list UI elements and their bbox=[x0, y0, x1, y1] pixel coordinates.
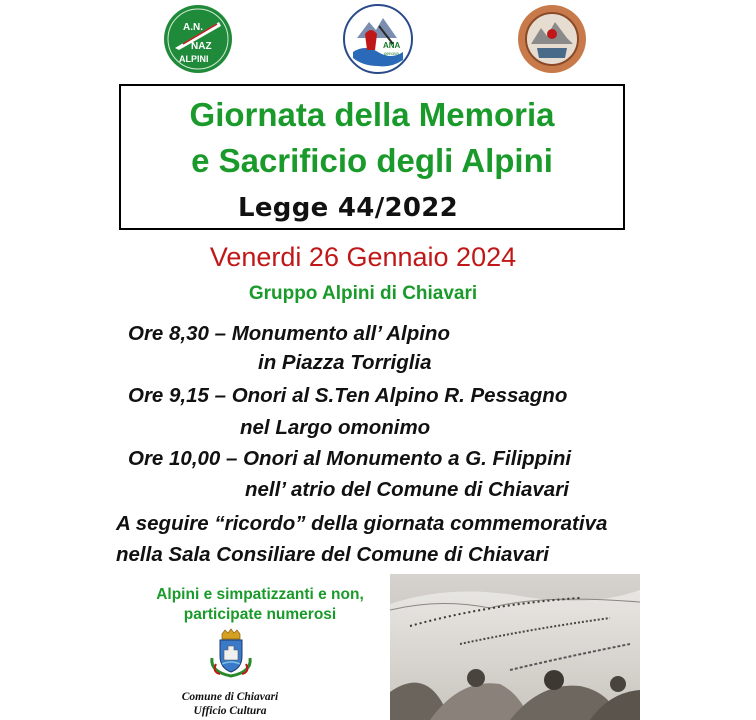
invitation-line-1: Alpini e simpatizzanti e non, bbox=[156, 586, 364, 603]
svg-text:genova: genova bbox=[384, 51, 399, 56]
program-item-1-place: in Piazza Torriglia bbox=[258, 351, 432, 374]
program-item-2-time: Ore 9,15 – Onori al S.Ten Alpino R. Pessagno bbox=[128, 384, 568, 407]
svg-text:ALPINI: ALPINI bbox=[179, 54, 209, 64]
program-item-2-place: nel Largo omonimo bbox=[240, 416, 431, 439]
historical-alpini-photo bbox=[390, 574, 640, 720]
svg-text:ANA: ANA bbox=[383, 41, 401, 50]
svg-text:NAZ: NAZ bbox=[191, 41, 212, 52]
ana-alpini-badge-logo bbox=[163, 4, 233, 74]
organizer: Gruppo Alpini di Chiavari bbox=[248, 283, 478, 304]
program-item-3-place: nell’ atrio del Comune di Chiavari bbox=[245, 478, 569, 501]
program-item-3-time: Ore 10,00 – Onori al Monumento a G. Filippini bbox=[128, 447, 572, 470]
footer-office: Ufficio Cultura bbox=[193, 705, 267, 717]
footer-comune: Comune di Chiavari bbox=[181, 691, 279, 703]
alpini-chiavari-badge-logo bbox=[517, 4, 587, 74]
title-line-1: Giornata della Memoria bbox=[189, 96, 555, 133]
ana-genova-emblem-logo bbox=[343, 4, 413, 74]
invitation-line-2: participate numerosi bbox=[183, 606, 337, 623]
chiavari-coat-of-arms-icon bbox=[206, 628, 256, 678]
program-item-1-time: Ore 8,30 – Monumento all’ Alpino bbox=[128, 322, 450, 345]
svg-text:A.N.: A.N. bbox=[183, 22, 203, 33]
closing-line-2: nella Sala Consiliare del Comune di Chiavari bbox=[116, 543, 549, 566]
closing-line-1: A seguire “ricordo” della giornata commemorativa bbox=[116, 512, 608, 535]
event-date: Venerdi 26 Gennaio 2024 bbox=[209, 242, 517, 272]
law-reference: Legge 44/2022 bbox=[238, 193, 459, 223]
title-line-2: e Sacrificio degli Alpini bbox=[191, 142, 553, 179]
